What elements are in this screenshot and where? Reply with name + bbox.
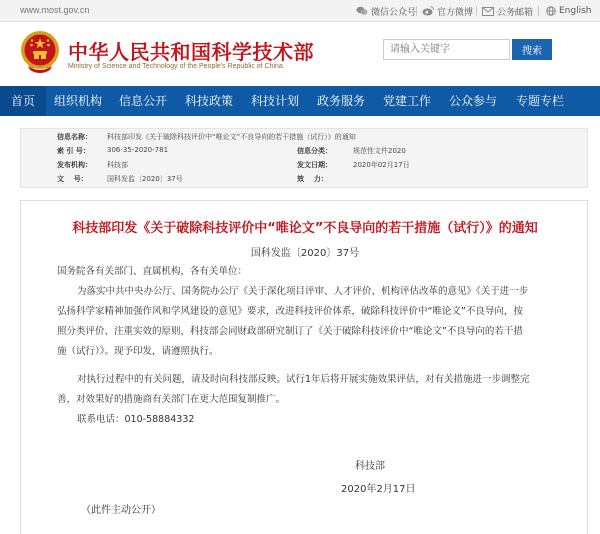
top-utility-bar <box>0 0 600 22</box>
wechat-icon <box>356 6 368 16</box>
article-title: 科技部印发《关于破除科技评价中“唯论文”不良导向的若干措施（试行）》的通知 <box>72 221 538 236</box>
meta-value: 306-35-2020-781 <box>107 146 169 154</box>
meta-label: 信息分类： <box>297 147 332 155</box>
nav-item-public-participation[interactable]: 公众参与 <box>448 94 497 108</box>
globe-icon <box>546 6 556 16</box>
meta-label: 索 引 号： <box>57 147 90 155</box>
meta-row <box>21 132 589 146</box>
nav-item-special-topics[interactable]: 专题专栏 <box>515 94 564 108</box>
body-line: 施（试行）》。现予印发，请遵照执行。 <box>57 346 219 357</box>
meta-value: 科技部印发《关于破除科技评价中“唯论文”不良导向的若干措施（试行）》的通知 <box>107 133 356 141</box>
nav-item-services[interactable]: 政务服务 <box>316 94 365 108</box>
mail-icon <box>482 7 494 16</box>
english-link[interactable] <box>546 4 592 18</box>
divider <box>476 6 477 16</box>
wechat-label: 微信公众号 <box>371 7 417 18</box>
article-doc-number: 国科发监〔2020〕37号 <box>250 248 360 259</box>
document-meta <box>20 128 588 188</box>
meta-row <box>21 174 589 188</box>
nav-item-party-building[interactable]: 党建工作 <box>382 94 431 108</box>
divider <box>416 6 417 16</box>
nav-item-organization[interactable]: 组织机构 <box>53 94 102 108</box>
article <box>20 200 588 534</box>
signer: 科技部 <box>355 461 385 472</box>
english-label: English <box>559 6 592 16</box>
nav-item-policy[interactable]: 科技政策 <box>184 94 233 108</box>
meta-row <box>21 146 589 160</box>
meta-value: 2020年02月17日 <box>353 161 410 169</box>
meta-label: 效 力： <box>297 175 328 183</box>
site-header <box>0 22 600 84</box>
divider <box>538 6 539 16</box>
weibo-icon <box>422 6 434 16</box>
body-line: 对执行过程中的有关问题，请及时向科技部反映。试行1年后将开展实施效果评估，对有关措施进一步调整完 <box>77 374 530 385</box>
meta-value: 科技部 <box>107 161 128 169</box>
site-title[interactable]: 中华人民共和国科学技术部 <box>68 40 314 64</box>
wechat-link[interactable] <box>356 4 416 18</box>
meta-label: 信息名称： <box>57 133 92 141</box>
site-subtitle: Ministry of Science and Technology of the People's Republic of China <box>68 63 283 70</box>
search-button[interactable]: 搜索 <box>512 39 552 60</box>
meta-label: 文 号： <box>57 175 88 183</box>
site-url[interactable]: www.most.gov.cn <box>20 5 90 15</box>
search-input[interactable] <box>383 39 510 60</box>
salutation: 国务院各有关部门、直属机构，各有关单位： <box>57 266 248 277</box>
body-line: 照分类评价、注重实效的原则，科技部会同财政部研究制订了《关于破除科技评价中“唯论文”不良导向的若干措 <box>57 326 523 337</box>
main-nav <box>0 86 600 116</box>
meta-label: 发布机构： <box>57 161 92 169</box>
body-line: 弘扬科学家精神加强作风和学风建设的意见》要求，改进科技评价体系，破除科技评价中“唯论文”不良导向，按 <box>57 306 523 317</box>
nav-item-info-disclosure[interactable]: 信息公开 <box>118 94 167 108</box>
nav-item-programs[interactable]: 科技计划 <box>250 94 299 108</box>
national-emblem-icon[interactable] <box>20 30 60 76</box>
email-label: 公务邮箱 <box>497 7 534 18</box>
weibo-label: 官方微博 <box>437 7 474 18</box>
body-line: 为落实中共中央办公厅、国务院办公厅《关于深化项目评审、人才评价、机构评估改革的意见》《关于进一步 <box>77 286 529 297</box>
email-link[interactable] <box>482 4 533 18</box>
disclosure-note: （此件主动公开） <box>81 505 161 516</box>
meta-label: 发文日期： <box>297 161 332 169</box>
contact-phone: 联系电话：010-58884332 <box>77 414 195 425</box>
sign-date: 2020年2月17日 <box>341 484 416 495</box>
meta-row <box>21 160 589 174</box>
nav-item-home[interactable]: 首页 <box>0 86 46 116</box>
meta-value: 国科发监〔2020〕37号 <box>107 175 183 183</box>
weibo-link[interactable] <box>422 4 473 18</box>
body-line: 善，对效果好的措施商有关部门在更大范围复制推广。 <box>57 394 286 405</box>
meta-value: 规范性文件2020 <box>353 147 406 155</box>
